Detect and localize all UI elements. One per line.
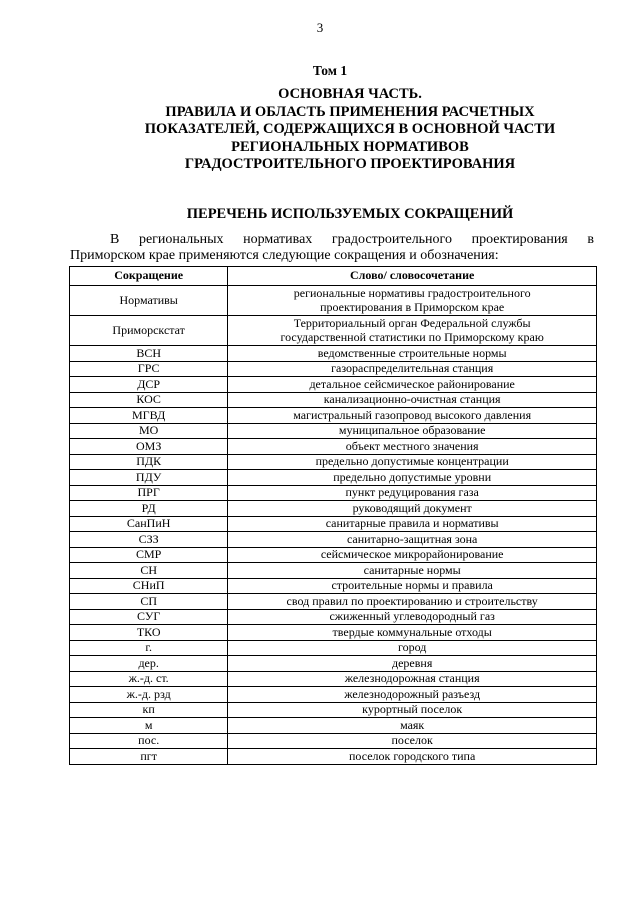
- abbreviation-cell: СУГ: [70, 609, 228, 625]
- term-line: региональные нормативы градостроительного: [293, 286, 531, 300]
- abbreviation-cell: РД: [70, 501, 228, 517]
- abbreviation-cell: ОМЗ: [70, 439, 228, 455]
- table-row: [70, 377, 597, 393]
- table-row: [70, 361, 597, 377]
- volume-label: Том 1: [312, 63, 348, 78]
- term-cell: предельно допустимые уровни: [228, 470, 597, 486]
- abbreviation-cell: Нормативы: [70, 286, 228, 316]
- title-line: ПОКАЗАТЕЛЕЙ, СОДЕРЖАЩИХСЯ В ОСНОВНОЙ ЧАСТИ: [144, 121, 556, 137]
- term-cell: маяк: [228, 718, 597, 734]
- abbreviation-cell: СН: [70, 563, 228, 579]
- table-row: [70, 625, 597, 641]
- abbreviation-cell: м: [70, 718, 228, 734]
- term-cell: сейсмическое микрорайонирование: [228, 547, 597, 563]
- table-header-row: [70, 267, 597, 286]
- term-cell: город: [228, 640, 597, 656]
- title-line: ПРАВИЛА И ОБЛАСТЬ ПРИМЕНЕНИЯ РАСЧЕТНЫХ: [165, 103, 535, 120]
- abbreviation-cell: г.: [70, 640, 228, 656]
- table-row: [70, 563, 597, 579]
- table-row: [70, 470, 597, 486]
- term-cell: санитарные правила и нормативы: [228, 516, 597, 532]
- term-cell: газораспределительная станция: [228, 361, 597, 377]
- abbreviation-cell: ВСН: [70, 346, 228, 362]
- abbreviation-cell: ДСР: [70, 377, 228, 393]
- table-row: [70, 316, 597, 346]
- term-cell: пункт редуцирования газа: [228, 485, 597, 501]
- term-cell: [228, 316, 597, 346]
- table-row: [70, 671, 597, 687]
- term-cell: курортный поселок: [228, 702, 597, 718]
- title-line: ОСНОВНАЯ ЧАСТЬ.: [278, 86, 422, 102]
- table-row: [70, 749, 597, 765]
- term-line: проектирования в Приморском крае: [320, 299, 505, 314]
- abbreviation-cell: ТКО: [70, 625, 228, 641]
- table-row: [70, 423, 597, 439]
- table-row: [70, 656, 597, 672]
- term-cell: детальное сейсмическое районирование: [228, 377, 597, 393]
- abbreviation-cell: дер.: [70, 656, 228, 672]
- header-full-term: Слово/ словосочетание: [228, 267, 597, 286]
- term-cell: деревня: [228, 656, 597, 672]
- abbreviation-cell: Приморскстат: [70, 316, 228, 346]
- page-number: 3: [316, 20, 324, 35]
- term-cell: канализационно-очистная станция: [228, 392, 597, 408]
- table-row: [70, 454, 597, 470]
- table-row: [70, 346, 597, 362]
- term-cell: строительные нормы и правила: [228, 578, 597, 594]
- abbreviation-cell: ПРГ: [70, 485, 228, 501]
- term-cell: свод правил по проектированию и строительству: [228, 594, 597, 610]
- abbreviation-cell: МО: [70, 423, 228, 439]
- term-cell: муниципальное образование: [228, 423, 597, 439]
- term-cell: санитарные нормы: [228, 563, 597, 579]
- abbreviation-cell: пгт: [70, 749, 228, 765]
- term-cell: объект местного значения: [228, 439, 597, 455]
- term-cell: поселок: [228, 733, 597, 749]
- table-row: [70, 733, 597, 749]
- table-row: [70, 408, 597, 424]
- abbreviation-cell: ГРС: [70, 361, 228, 377]
- title-line: РЕГИОНАЛЬНЫХ НОРМАТИВОВ: [231, 138, 469, 155]
- abbreviation-cell: кп: [70, 702, 228, 718]
- abbreviation-cell: ж.-д. рзд: [70, 687, 228, 703]
- table-row: [70, 392, 597, 408]
- table-row: [70, 547, 597, 563]
- table-row: [70, 609, 597, 625]
- term-cell: предельно допустимые концентрации: [228, 454, 597, 470]
- abbreviation-cell: КОС: [70, 392, 228, 408]
- table-row: [70, 687, 597, 703]
- term-cell: ведомственные строительные нормы: [228, 346, 597, 362]
- term-cell: руководящий документ: [228, 501, 597, 517]
- abbreviations-table: [69, 266, 597, 765]
- table-row: [70, 578, 597, 594]
- table-row: [70, 718, 597, 734]
- intro-line: Приморском крае применяются следующие сокращения и обозначения:: [70, 248, 499, 263]
- abbreviation-cell: ПДК: [70, 454, 228, 470]
- abbreviation-cell: МГВД: [70, 408, 228, 424]
- table-row: [70, 485, 597, 501]
- abbreviation-cell: СЗЗ: [70, 532, 228, 548]
- document-title: [70, 86, 630, 174]
- term-cell: твердые коммунальные отходы: [228, 625, 597, 641]
- table-row: [70, 702, 597, 718]
- abbreviation-cell: СНиП: [70, 578, 228, 594]
- table-row: [70, 532, 597, 548]
- table-row: [70, 286, 597, 316]
- term-cell: магистральный газопровод высокого давления: [228, 408, 597, 424]
- abbreviation-cell: ПДУ: [70, 470, 228, 486]
- abbreviation-cell: СП: [70, 594, 228, 610]
- header-abbreviation: Сокращение: [70, 267, 228, 286]
- intro-line: В региональных нормативах градостроительного проектирования в: [110, 232, 594, 247]
- abbreviation-cell: СанПиН: [70, 516, 228, 532]
- term-cell: сжиженный углеводородный газ: [228, 609, 597, 625]
- table-row: [70, 640, 597, 656]
- term-cell: [228, 286, 597, 316]
- table-row: [70, 439, 597, 455]
- table-row: [70, 501, 597, 517]
- term-cell: железнодорожный разъезд: [228, 687, 597, 703]
- term-cell: санитарно-защитная зона: [228, 532, 597, 548]
- section-title: ПЕРЕЧЕНЬ ИСПОЛЬЗУЕМЫХ СОКРАЩЕНИЙ: [186, 206, 514, 222]
- term-cell: поселок городского типа: [228, 749, 597, 765]
- abbreviation-cell: пос.: [70, 733, 228, 749]
- title-line: ГРАДОСТРОИТЕЛЬНОГО ПРОЕКТИРОВАНИЯ: [184, 156, 516, 172]
- term-line: государственной статистики по Приморскому краю: [280, 329, 544, 344]
- term-line: Территориальный орган Федеральной службы: [293, 316, 531, 330]
- abbreviation-cell: СМР: [70, 547, 228, 563]
- table-row: [70, 594, 597, 610]
- intro-paragraph: [70, 232, 594, 264]
- abbreviation-cell: ж.-д. ст.: [70, 671, 228, 687]
- table-row: [70, 516, 597, 532]
- term-cell: железнодорожная станция: [228, 671, 597, 687]
